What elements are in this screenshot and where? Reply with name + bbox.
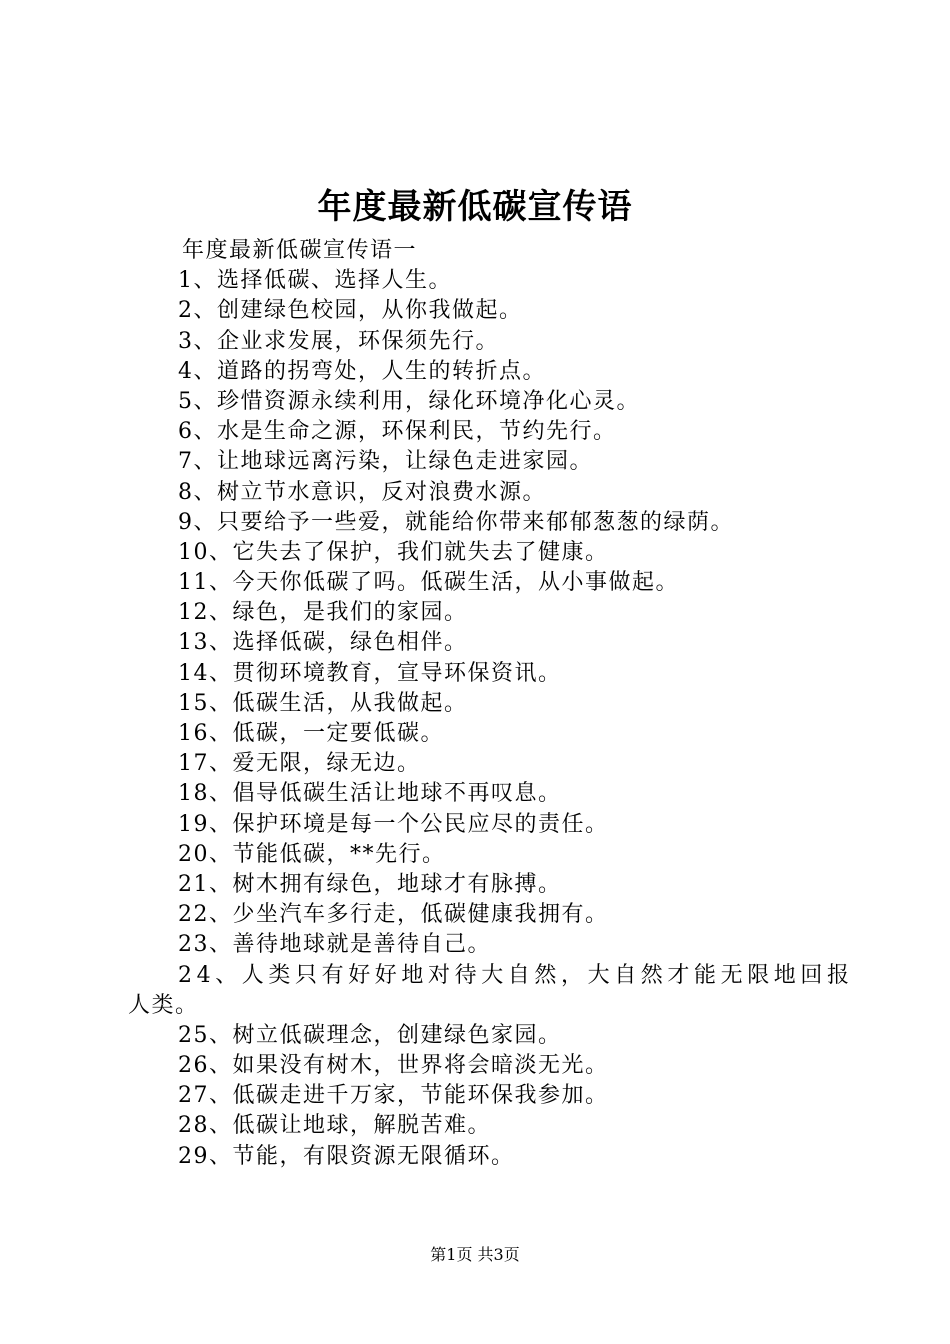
slogan-item-21: 22、少坐汽车多行走，低碳健康我拥有。 xyxy=(178,902,609,928)
slogan-item-22: 23、善待地球就是善待自己。 xyxy=(178,932,491,958)
slogan-list-continued xyxy=(128,1021,838,1172)
slogan-item-11: 12、绿色，是我们的家园。 xyxy=(178,600,468,626)
slogan-item-16: 17、爱无限，绿无边。 xyxy=(178,751,421,777)
slogan-item-15: 16、低碳，一定要低碳。 xyxy=(178,721,444,746)
slogan-item-24-line-2: 人类。 xyxy=(128,992,199,1018)
slogan-item-6: 7、让地球远离污染，让绿色走进家园。 xyxy=(178,449,593,475)
slogan-item-20: 21、树木拥有绿色，地球才有脉搏。 xyxy=(178,871,562,897)
slogan-item-13: 14、贯彻环境教育，宣导环保资讯。 xyxy=(178,660,562,686)
document-title: 年度最新低碳宣传语 xyxy=(317,187,633,227)
document-body xyxy=(128,236,854,1172)
slogan-item-10: 11、今天你低碳了吗。低碳生活，从小事做起。 xyxy=(178,570,679,596)
slogan-item-17: 18、倡导低碳生活让地球不再叹息。 xyxy=(178,781,562,807)
slogan-item-7: 8、树立节水意识，反对浪费水源。 xyxy=(178,479,546,505)
slogan-item-after-1: 26、如果没有树木，世界将会暗淡无光。 xyxy=(178,1053,609,1079)
slogan-item-24-line-1: 24、人类只有好好地对待大自然，大自然才能无限地回报 xyxy=(178,962,854,988)
slogan-item-2: 3、企业求发展，环保须先行。 xyxy=(178,328,499,354)
slogan-item-4: 5、珍惜资源永续利用，绿化环境净化心灵。 xyxy=(178,388,640,414)
slogan-item-after-3: 28、低碳让地球，解脱苦难。 xyxy=(178,1113,491,1139)
slogan-item-9: 10、它失去了保护，我们就失去了健康。 xyxy=(178,539,609,565)
slogan-item-after-2: 27、低碳走进千万家，节能环保我参加。 xyxy=(178,1083,609,1109)
slogan-item-5: 6、水是生命之源，环保利民，节约先行。 xyxy=(178,419,617,445)
slogan-item-1: 2、创建绿色校园，从你我做起。 xyxy=(178,298,523,324)
slogan-list xyxy=(128,266,838,960)
slogan-item-3: 4、道路的拐弯处，人生的转折点。 xyxy=(178,358,546,384)
slogan-item-8: 9、只要给予一些爱，就能给你带来郁郁葱葱的绿荫。 xyxy=(178,509,734,535)
slogan-item-after-0: 25、树立低碳理念，创建绿色家园。 xyxy=(178,1022,562,1048)
slogan-item-14: 15、低碳生活，从我做起。 xyxy=(178,690,468,716)
slogan-item-12: 13、选择低碳，绿色相伴。 xyxy=(178,630,468,656)
slogan-item-19: 20、节能低碳，**先行。 xyxy=(178,841,446,867)
slogan-item-0: 1、选择低碳、选择人生。 xyxy=(178,268,452,294)
page-footer: 第1页 共3页 xyxy=(430,1245,520,1264)
slogan-item-after-4: 29、节能，有限资源无限循环。 xyxy=(178,1143,515,1169)
slogan-item-18: 19、保护环境是每一个公民应尽的责任。 xyxy=(178,811,609,837)
section-subtitle: 年度最新低碳宣传语一 xyxy=(182,238,418,263)
